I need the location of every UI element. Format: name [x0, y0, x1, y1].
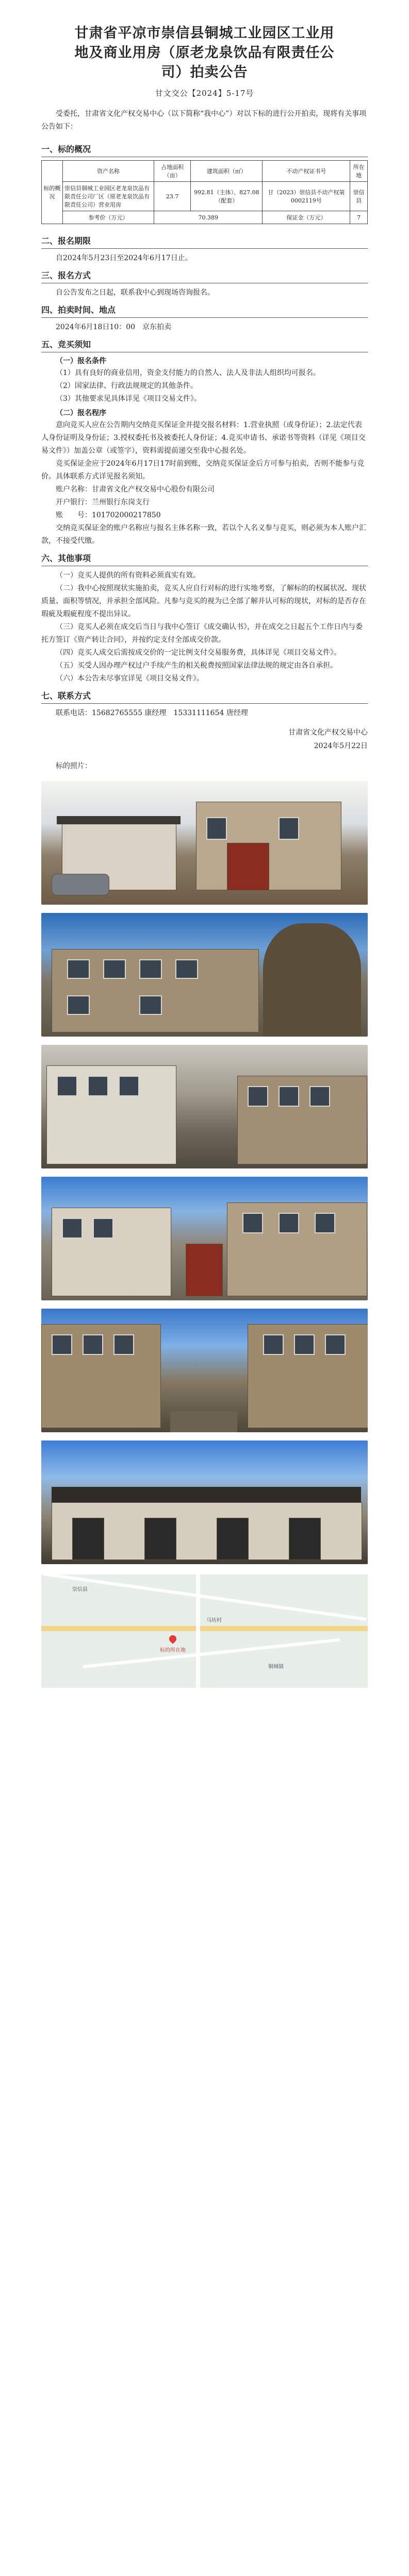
list-item: （六）本公告未尽事宜详见《项目交易文件》。 — [56, 674, 204, 683]
signature-date: 2024年5月22日 — [314, 742, 368, 750]
section-1-title: 一、标的概况 — [41, 143, 368, 157]
section-4-title: 四、拍卖时间、地点 — [41, 303, 368, 318]
area-mu-cell: 23.7 — [154, 182, 191, 211]
list-item: （三）竞买人必须在成交后当日与我中心签订《成交确认书》，并在成交之日起五个工作日内与委托方签订《资产转让合同》，并按约定支付全部成交价款。 — [41, 623, 363, 644]
list-item: （1）具有良好的商业信用，资金支付能力的自然人、法人及非法人组织均可报名。 — [56, 369, 320, 377]
contact-phone: 联系电话：15682765555 康经理 15331111654 唐经理 — [56, 709, 248, 717]
asset-name-cell: 崇信县铜城工业园区老龙泉饮品有限责任公司厂区（原老龙泉饮品有限责任公司）营业用房 — [63, 182, 154, 211]
map-label-county: 崇信县 — [72, 1587, 88, 1592]
map-label-road: 马坊村 — [206, 1618, 222, 1623]
title-line-2: 地及商业用房（原老龙泉饮品有限责任公 — [74, 45, 335, 61]
list-item: （一）竞买人提供的所有资料必须真实有效。 — [56, 571, 200, 580]
table-row-label: 标的概况 — [42, 161, 63, 224]
site-photo-5 — [41, 1309, 368, 1432]
table-row — [42, 182, 368, 211]
section-7-title: 七、联系方式 — [41, 689, 368, 704]
title-line-1: 甘肃省平凉市崇信县铜城工业园区工业用 — [74, 25, 335, 41]
price-value-cell: 70.389 — [154, 211, 263, 224]
intro-paragraph: 受委托，甘肃省文化产权交易中心（以下简称“我中心”）对以下标的进行公开拍卖，现将有关事项公告如下： — [41, 110, 367, 131]
site-photo-3 — [41, 1045, 368, 1168]
section-6-title: 六、其他事项 — [41, 552, 368, 566]
cert-cell: 甘（2023）崇信县不动产权第0002119号 — [263, 182, 350, 211]
photos-label: 标的照片： — [56, 762, 92, 770]
table-header-cell: 占地面积（亩） — [154, 161, 191, 182]
list-item: （四）竞买人成交后需按成交价的一定比例支付交易服务费，具体详见《项目交易文件》。 — [56, 649, 341, 657]
map-label-town: 铜城镇 — [268, 1664, 284, 1670]
table-header-cell: 所在地 — [350, 161, 368, 182]
subsection-title: （一）报名条件 — [56, 357, 106, 365]
section-3-text: 自公告发布之日起，联系我中心到现场咨询报名。 — [56, 289, 215, 297]
map-label-site: 标的所在地 — [160, 1648, 186, 1653]
location-cell: 崇信县 — [350, 182, 368, 211]
table-header-row — [42, 161, 368, 182]
table-header-cell: 资产名称 — [63, 161, 154, 182]
registration-text-2: 竞买保证金应于2024年6月17日17时前到账，交纳竞买保证金后方可参与拍卖，否则不能参与竞价。具体联系方式详见报名须知。 — [41, 460, 365, 481]
section-4-text: 2024年6月18日10：00 京东拍卖 — [56, 323, 171, 331]
signature-org: 甘肃省文化产权交易中心 — [288, 728, 368, 737]
bank-account-number: 账 号：101702000217850 — [56, 511, 161, 519]
list-item: （五）买受人因办理产权过户手续产生的相关税费按照国家法律法规的规定由各自承担。 — [56, 662, 337, 670]
deposit-label-cell: 保证金（万元） — [263, 211, 350, 224]
bank-name: 开户银行：兰州银行东岗支行 — [56, 498, 150, 506]
site-photo-2 — [41, 913, 368, 1037]
list-item: （2）国家法律、行政法规规定的其他条件。 — [56, 382, 198, 390]
section-2-title: 二、报名期限 — [41, 234, 368, 249]
registration-text: 意向竞买人应在公告期内交纳竞买保证金并提交报名材料：1.营业执照（或身份证）；2.法定代表人身份证明及身份证；3.授权委托书及被委托人身份证；4.竞买申请书、承诺书等资料（详见《项目交易文件》）加盖公章（或签字），资料需提前递交至我中心报名处。 — [41, 421, 366, 455]
site-photo-1 — [41, 781, 368, 905]
bank-account-name: 账户名称：甘肃省文化产权交易中心股份有限公司 — [56, 485, 215, 494]
table-header-cell: 建筑面积（㎡） — [191, 161, 263, 182]
site-photo-4 — [41, 1177, 368, 1300]
list-item: （3）其他要求见具体详见《项目交易文件》。 — [56, 395, 201, 403]
signature-block — [41, 726, 368, 753]
document-number: 甘文交公【2024】5-17号 — [155, 89, 254, 98]
building-area-cell: 992.81（主体）、827.08（配套） — [191, 182, 263, 211]
table-header-cell: 不动产权证书号 — [263, 161, 350, 182]
deposit-value-cell: 7 — [350, 211, 368, 224]
page-title — [41, 24, 368, 82]
section-5-title: 五、竞买须知 — [41, 338, 368, 352]
table-row — [42, 211, 368, 224]
subsection-title: （二）报名程序 — [56, 409, 106, 417]
bank-note: 交纳竞买保证金的账户名称应与报名主体名称一致，若以个人名义参与竞买，则必须为本人账户汇款，不接受代缴。 — [41, 524, 366, 545]
site-photo-6 — [41, 1440, 368, 1564]
asset-info-table — [41, 160, 368, 224]
list-item: （二）我中心按照现状实施拍卖，竞买人应自行对标的进行实地考察，了解标的的权属状况、现状质量、面积等情况，并承担全部风险。凡参与竞买的视为已全部了解并认可标的现状，对标的是否存在瑕疵及瑕疵程度不提出异议。 — [41, 584, 366, 618]
section-3-title: 三、报名方式 — [41, 269, 368, 283]
location-map — [41, 1574, 368, 1688]
title-line-3: 司）拍卖公告 — [161, 64, 248, 80]
section-2-text: 自2024年5月23日至2024年6月17日止。 — [56, 254, 192, 262]
price-label-cell: 参考价（万元） — [63, 211, 154, 224]
map-pin-icon — [168, 1634, 178, 1644]
